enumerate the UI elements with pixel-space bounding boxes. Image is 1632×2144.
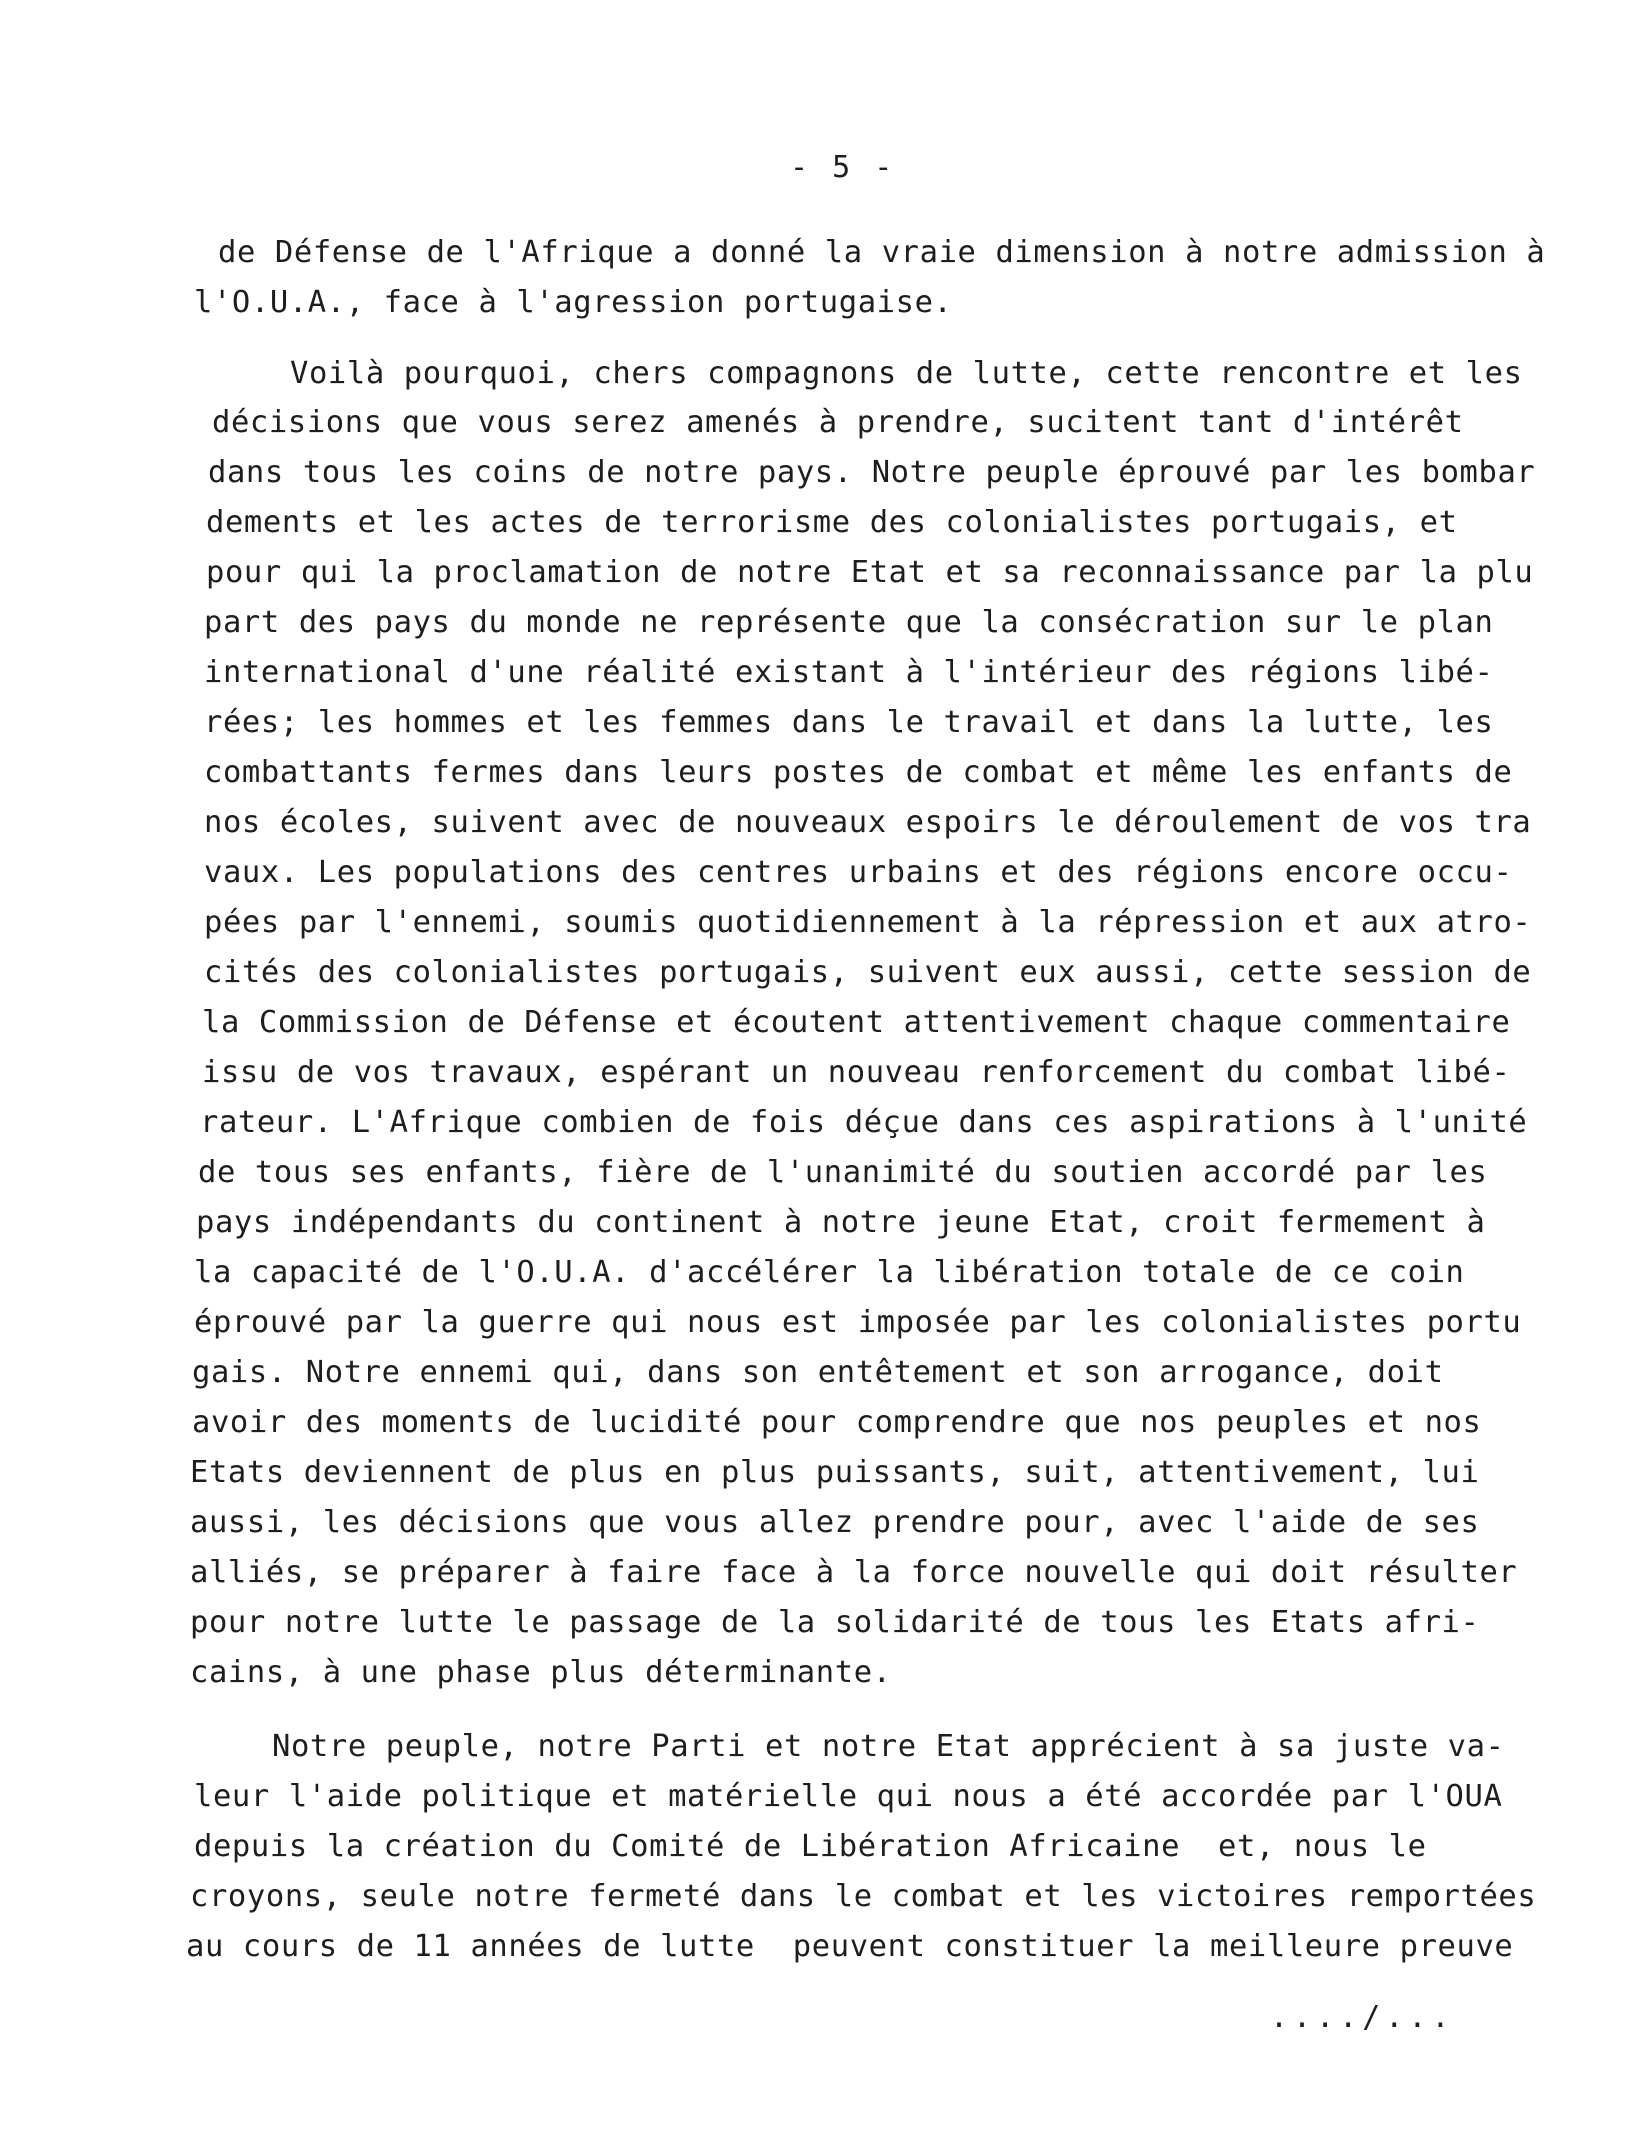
- text-line: au cours de 11 années de lutte peuvent constituer la meilleure preuve: [186, 1929, 1514, 1964]
- text-line: cités des colonialistes portugais, suivent eux aussi, cette session de: [204, 955, 1532, 990]
- text-line: rateur. L'Afrique combien de fois déçue dans ces aspirations à l'unité: [200, 1105, 1528, 1140]
- text-line: aussi, les décisions que vous allez prendre pour, avec l'aide de ses: [190, 1505, 1480, 1540]
- text-line: part des pays du monde ne représente que la consécration sur le plan: [204, 605, 1494, 640]
- text-line: cains, à une phase plus déterminante.: [190, 1655, 892, 1690]
- text-line: la capacité de l'O.U.A. d'accélérer la libération totale de ce coin: [194, 1255, 1465, 1290]
- text-line: rées; les hommes et les femmes dans le travail et dans la lutte, les: [204, 705, 1494, 740]
- text-line: décisions que vous serez amenés à prendre, sucitent tant d'intérêt: [212, 405, 1464, 440]
- text-line: depuis la création du Comité de Libération Africaine et, nous le: [194, 1829, 1427, 1864]
- text-line: pays indépendants du continent à notre jeune Etat, croit fermement à: [196, 1205, 1486, 1240]
- text-line: gais. Notre ennemi qui, dans son entêtement et son arrogance, doit: [192, 1355, 1444, 1390]
- text-line: leur l'aide politique et matérielle qui nous a été accordée par l'OUA: [194, 1779, 1503, 1814]
- page-number: - 5 -: [790, 150, 896, 185]
- text-line: pour qui la proclamation de notre Etat et sa reconnaissance par la plu: [206, 555, 1534, 590]
- text-line: Etats deviennent de plus en plus puissants, suit, attentivement, lui: [190, 1455, 1480, 1490]
- text-line: dements et les actes de terrorisme des colonialistes portugais, et: [206, 505, 1458, 540]
- text-line: international d'une réalité existant à l'intérieur des régions libé-: [204, 655, 1494, 690]
- text-line: croyons, seule notre fermeté dans le combat et les victoires remportées: [190, 1879, 1537, 1914]
- text-line: nos écoles, suivent avec de nouveaux espoirs le déroulement de vos tra: [204, 805, 1532, 840]
- text-line: l'O.U.A., face à l'agression portugaise.: [194, 285, 953, 320]
- text-line: issu de vos travaux, espérant un nouveau renforcement du combat libé-: [202, 1055, 1511, 1090]
- text-line: pour notre lutte le passage de la solidarité de tous les Etats afri-: [190, 1605, 1480, 1640]
- text-line: de Défense de l'Afrique a donné la vraie dimension à notre admission à: [218, 235, 1546, 270]
- text-line: éprouvé par la guerre qui nous est imposée par les colonialistes portu: [194, 1305, 1522, 1340]
- text-line: pées par l'ennemi, soumis quotidiennement à la répression et aux atro-: [204, 905, 1532, 940]
- continuation-marker: ..../...: [1270, 2000, 1455, 2035]
- text-line: avoir des moments de lucidité pour comprendre que nos peuples et nos: [192, 1405, 1482, 1440]
- text-line: vaux. Les populations des centres urbains et des régions encore occu-: [204, 855, 1513, 890]
- text-line: Notre peuple, notre Parti et notre Etat apprécient à sa juste va-: [272, 1729, 1505, 1764]
- text-line: Voilà pourquoi, chers compagnons de lutte, cette rencontre et les: [290, 356, 1523, 391]
- text-line: dans tous les coins de notre pays. Notre peuple éprouvé par les bombar: [208, 455, 1536, 490]
- text-line: la Commission de Défense et écoutent attentivement chaque commentaire: [202, 1005, 1511, 1040]
- text-line: de tous ses enfants, fière de l'unanimité du soutien accordé par les: [198, 1155, 1488, 1190]
- text-line: combattants fermes dans leurs postes de combat et même les enfants de: [204, 755, 1513, 790]
- text-line: alliés, se préparer à faire face à la force nouvelle qui doit résulter: [190, 1555, 1518, 1590]
